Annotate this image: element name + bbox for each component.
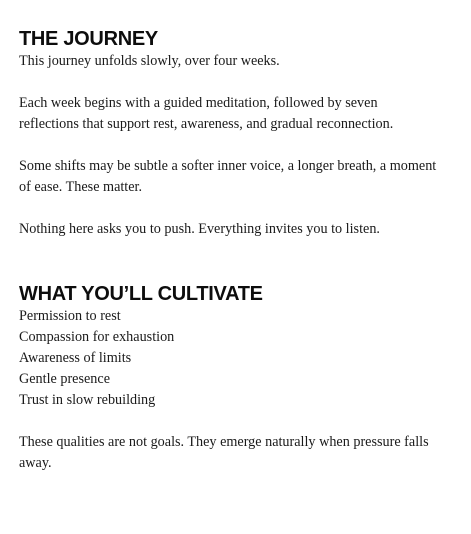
- cultivate-section: [19, 282, 439, 474]
- quality-item: Compassion for exhaustion: [19, 329, 175, 345]
- journey-heading: THE JOURNEY: [19, 28, 158, 50]
- cultivate-closing: These qualities are not goals. They emerge naturally when pressure falls away.: [19, 434, 429, 471]
- quality-item: Permission to rest: [19, 308, 121, 324]
- journey-paragraph: Some shifts may be subtle a softer inner voice, a longer breath, a moment of ease. These matter.: [19, 158, 437, 195]
- qualities-list: [19, 306, 439, 411]
- quality-item: Trust in slow rebuilding: [19, 392, 156, 408]
- quality-item: Awareness of limits: [19, 350, 132, 366]
- journey-paragraph: Nothing here asks you to push. Everything invites you to listen.: [19, 221, 380, 237]
- journey-paragraph: This journey unfolds slowly, over four weeks.: [19, 53, 280, 69]
- quality-item: Gentle presence: [19, 371, 110, 387]
- journey-paragraph: Each week begins with a guided meditation, followed by seven reflections that support rest, awareness, and gradual reconnection.: [19, 95, 394, 132]
- cultivate-heading: WHAT YOU’LL CULTIVATE: [19, 283, 263, 305]
- journey-section: [19, 27, 439, 240]
- article-content: [19, 27, 439, 474]
